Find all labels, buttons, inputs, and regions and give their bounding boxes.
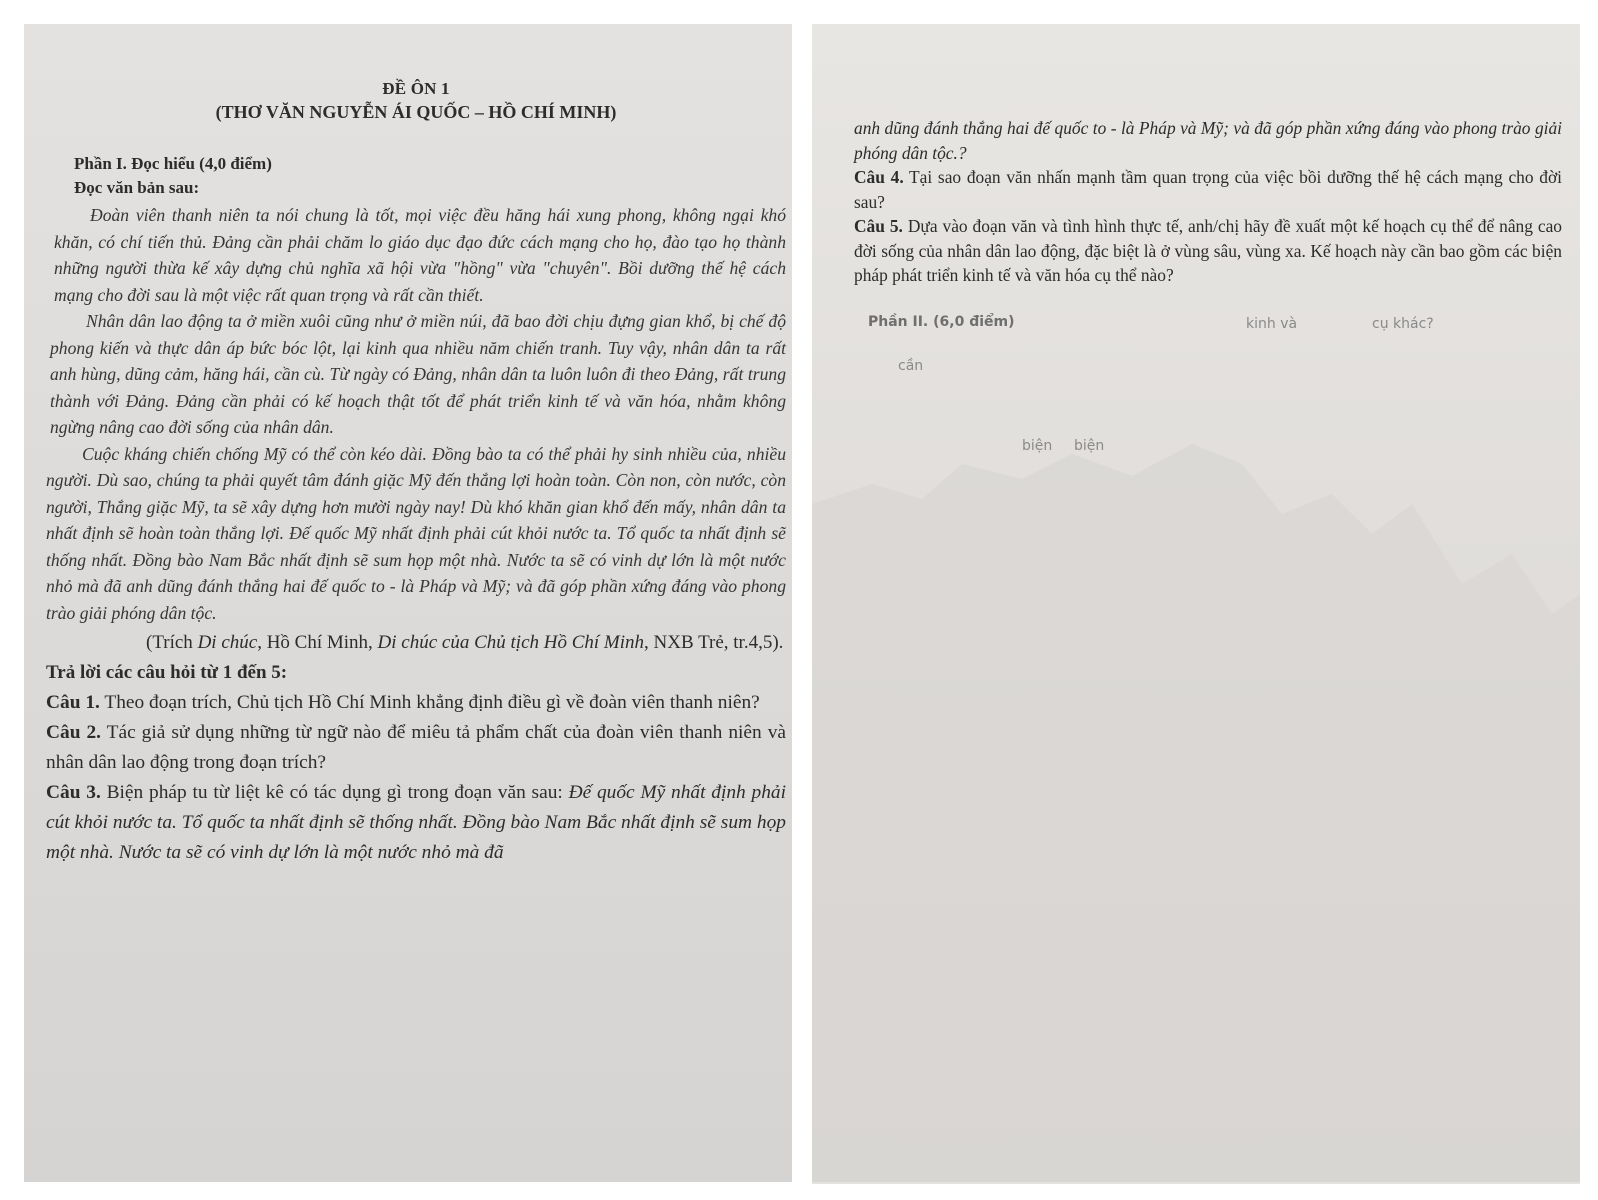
- faded-fragment-2: cụ khác?: [1372, 316, 1434, 332]
- faded-fragment-5: biện: [1074, 438, 1105, 454]
- faded-section-heading: Phần II. (6,0 điểm): [868, 314, 1015, 330]
- passage-paragraph-3: Cuộc kháng chiến chống Mỹ có thể còn kéo dài. Đồng bào ta có thể phải hy sinh nhiều của, nhiều người. Dù sao, chúng ta phải quyết tâm đánh giặc Mỹ đến thắng lợi hoàn toàn. Còn non, còn nước, còn người, Thắng giặc Mỹ, ta sẽ xây dựng hơn mười ngày nay! Dù khó khăn gian khổ đến mấy, nhân dân ta nhất định sẽ hoàn toàn thắng lợi. Đế quốc Mỹ nhất định phải cút khỏi nước ta. Tổ quốc ta nhất định sẽ thống nhất. Đồng bào Nam Bắc nhất định sẽ sum họp một nhà. Nước ta sẽ có vinh dự lớn là một nước nhỏ mà đã anh dũng đánh thắng hai đế quốc to - là Pháp và Mỹ; và đã góp phần xứng đáng vào phong trào giải phóng dân tộc.: [46, 443, 786, 623]
- question-1: Câu 1. Theo đoạn trích, Chủ tịch Hồ Chí Minh khẳng định điều gì về đoàn viên thanh niên?: [46, 692, 760, 713]
- right-page: [812, 24, 1580, 1182]
- question-4: Câu 4. Tại sao đoạn văn nhấn mạnh tầm quan trọng của việc bồi dưỡng thế hệ cách mạng cho đời sau?: [854, 167, 1562, 212]
- question-3: Câu 3. Biện pháp tu từ liệt kê có tác dụng gì trong đoạn văn sau: Đế quốc Mỹ nhất định phải cút khỏi nước ta. Tổ quốc ta nhất định sẽ thống nhất. Đồng bào Nam Bắc nhất định sẽ sum họp một nhà. Nước ta sẽ có vinh dự lớn là một nước nhỏ mà đã: [46, 782, 786, 863]
- faded-smudge: [812, 384, 1580, 1184]
- question-3-continuation: anh dũng đánh thắng hai đế quốc to - là Pháp và Mỹ; và đã góp phần xứng đáng vào phong trào giải phóng dân tộc.?: [854, 118, 1562, 163]
- section-heading: Phần I. Đọc hiểu (4,0 điểm): [74, 154, 272, 173]
- read-instruction: Đọc văn bản sau:: [74, 178, 200, 197]
- question-5: Câu 5. Dựa vào đoạn văn và tình hình thực tế, anh/chị hãy đề xuất một kế hoạch cụ thể để nâng cao đời sống của nhân dân lao động, đặc biệt là ở vùng sâu, vùng xa. Kế hoạch này cần bao gồm các biện pháp phát triển kinh tế và văn hóa cụ thể nào?: [854, 216, 1562, 285]
- passage-paragraph-1: Đoàn viên thanh niên ta nói chung là tốt, mọi việc đều hăng hái xung phong, không ngại khó khăn, có chí tiến thủ. Đảng cần phải chăm lo giáo dục đạo đức cách mạng cho họ, đào tạo họ thành những người thừa kế xây dựng chủ nghĩa xã hội vừa "hồng" vừa "chuyên". Bồi dưỡng thế hệ cách mạng cho đời sau là một việc rất quan trọng và rất cần thiết.: [54, 205, 786, 305]
- exam-title: ĐỀ ÔN 1: [382, 79, 450, 98]
- faded-fragment-3: cần: [898, 358, 924, 374]
- faded-fragment-4: biện: [1022, 438, 1053, 454]
- faded-fragment-1: kinh và: [1246, 316, 1298, 332]
- questions-heading: Trả lời các câu hỏi từ 1 đến 5:: [46, 662, 288, 683]
- question-2: Câu 2. Tác giả sử dụng những từ ngữ nào để miêu tả phẩm chất của đoàn viên thanh niên và nhân dân lao động trong đoạn trích?: [46, 722, 786, 773]
- passage-paragraph-2: Nhân dân lao động ta ở miền xuôi cũng như ở miền núi, đã bao đời chịu đựng gian khổ, bị chế độ phong kiến và thực dân áp bức bóc lột, lại kinh qua nhiều năm chiến tranh. Tuy vậy, nhân dân ta rất anh hùng, dũng cảm, hăng hái, cần cù. Từ ngày có Đảng, nhân dân ta luôn luôn đi theo Đảng, rất trung thành với Đảng. Đảng cần phải có kế hoạch thật tốt để phát triển kinh tế và văn hóa, nhằm không ngừng nâng cao đời sống của nhân dân.: [50, 311, 786, 437]
- left-page: [24, 24, 792, 1182]
- exam-subtitle: (THƠ VĂN NGUYỄN ÁI QUỐC – HỒ CHÍ MINH): [215, 102, 617, 122]
- passage-source: (Trích Di chúc, Hồ Chí Minh, Di chúc của Chủ tịch Hồ Chí Minh, NXB Trẻ, tr.4,5).: [146, 632, 784, 653]
